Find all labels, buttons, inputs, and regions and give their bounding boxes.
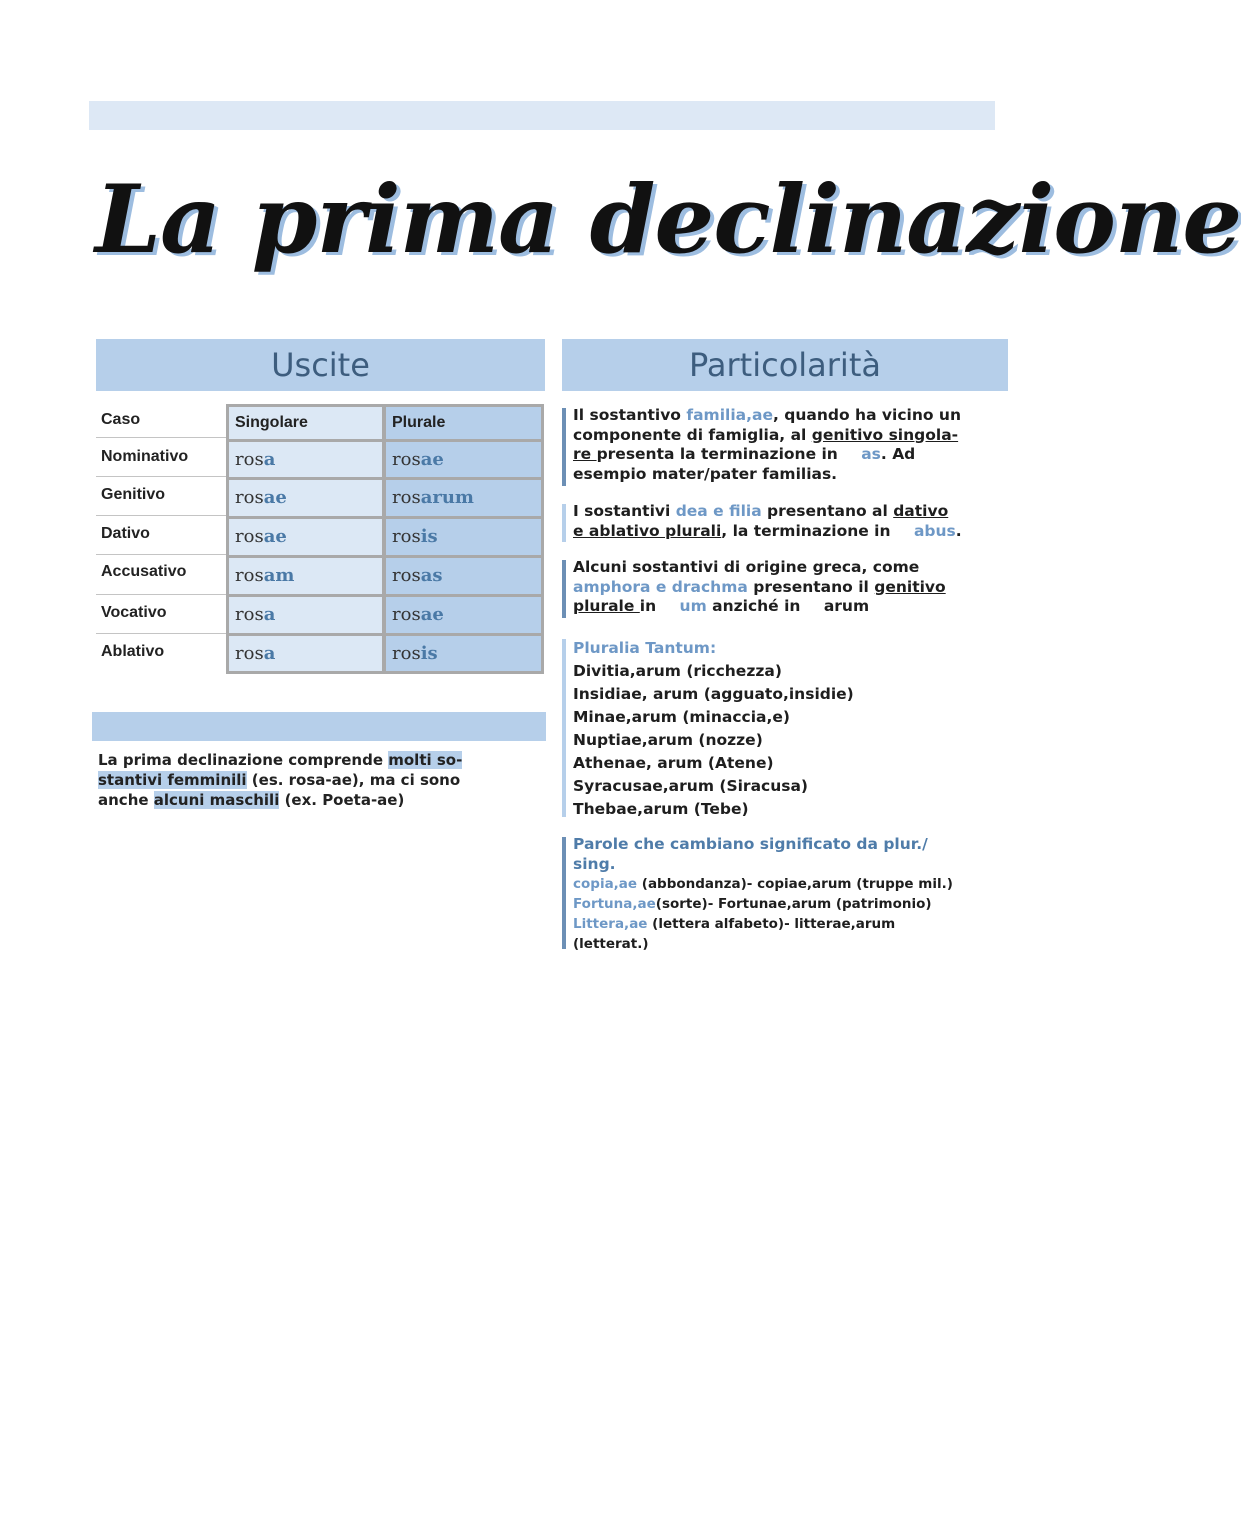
underlined: re [573,445,597,463]
text: esempio mater/pater familias. [573,464,838,483]
underlined: dativo [893,502,949,520]
stem: ros [392,565,421,586]
sing-cell [229,597,382,633]
note-text: (es. rosa-ae), ma ci sono [246,771,461,789]
plur-cell [386,519,541,555]
case-label: Accusativo [101,563,187,580]
row-divider [96,476,226,477]
stem: ros [235,449,264,470]
endings-table [226,404,544,674]
particolarita-header [562,339,1008,391]
col-singolare-header: Singolare [229,407,382,439]
plur-cell [386,597,541,633]
list-heading: sing. [573,854,616,873]
ending: is [420,526,438,547]
text: Il sostantivo [573,406,687,424]
uscite-header [96,339,545,391]
sing-cell [229,636,382,671]
text: , quando ha vicino un [772,406,961,424]
note-bar [562,408,566,486]
case-label: Ablativo [101,643,165,660]
stem: ros [392,526,421,547]
row-divider [96,437,226,438]
note-bar [562,639,566,817]
ending: a [263,643,276,664]
text: Alcuni sostantivi di origine greca, come [573,558,920,576]
intro-note [98,750,518,810]
underlined: e ablativo plurali [573,521,722,540]
row-divider [96,515,226,516]
sing-cell [229,519,382,555]
keyword: um [679,597,707,615]
list-item: Minae,arum (minaccia,e) [573,708,790,726]
stem: ros [235,526,264,547]
ending: ae [420,449,444,470]
row-divider [96,594,226,595]
list-item: Syracusae,arum (Siracusa) [573,777,809,795]
case-label: Vocativo [101,604,167,621]
plur-cell [386,558,541,594]
list-item: Divitia,arum (ricchezza) [573,662,782,680]
text: (sorte)- Fortunae,arum (patrimonio) [655,896,932,912]
note-dea-filia [562,502,1012,541]
stem: ros [392,487,421,508]
ending: ae [420,604,444,625]
list-item: Nuptiae,arum (nozze) [573,731,763,749]
text: (letterat.) [573,936,649,952]
note-bar [562,504,566,542]
list-heading: Pluralia Tantum: [573,639,717,657]
ending: am [263,565,295,586]
top-banner [89,101,995,130]
col-plurale-header: Plurale [386,407,541,439]
stem: ros [392,643,421,664]
keyword: abus [913,521,956,540]
underlined: plurale [573,597,640,615]
ending: a [263,604,276,625]
plur-cell [386,636,541,671]
note-bar [562,837,566,949]
uscite-header-label: Uscite [271,346,370,384]
ending: is [420,643,438,664]
row-divider [96,554,226,555]
note-familia [562,406,1012,484]
text: . Ad [880,445,916,463]
note-text: (ex. Poeta-ae) [279,791,405,809]
underlined: genitivo [874,577,946,596]
case-label: Dativo [101,525,150,542]
keyword: dea e filia [675,502,762,520]
keyword: Littera,ae [573,916,648,932]
sing-cell [229,480,382,516]
list-item: Thebae,arum (Tebe) [573,800,749,818]
ending: a [263,449,276,470]
text: in [639,597,662,615]
note-greek [562,558,1012,617]
particolarita-header-label: Particolarità [689,346,881,384]
text: . [955,521,962,540]
stem: ros [392,604,421,625]
note-highlight: molti so- [388,751,463,769]
text: (abbondanza)- copiae,arum (truppe mil.) [637,876,953,892]
text: anziché in [706,597,806,615]
stem: ros [235,487,264,508]
text: presentano il [747,577,875,596]
list-heading: Parole che cambiano significato da plur./ [573,835,928,853]
underlined: genitivo singola- [811,425,959,444]
text: I sostantivi [573,502,676,520]
stem: ros [235,643,264,664]
section-bar [92,712,546,741]
note-highlight: alcuni maschili [153,791,280,809]
keyword: as [861,445,881,463]
keyword: familia,ae [686,406,773,424]
stem: ros [235,604,264,625]
note-bar [562,560,566,618]
sing-cell [229,558,382,594]
note-text: anche [98,791,154,809]
stem: ros [392,449,421,470]
case-label: Nominativo [101,448,189,465]
ending: ae [263,526,287,547]
note-pluralia-tantum [562,637,1012,821]
note-meaning-change [562,835,1012,954]
col-caso-header: Caso [101,411,141,428]
plur-cell [386,442,541,477]
text: componente di famiglia, al [573,425,812,444]
text: , la terminazione in [721,521,896,540]
row-divider [96,633,226,634]
keyword: amphora e drachma [573,577,748,596]
list-item: Insidiae, arum (agguato,insidie) [573,685,854,703]
note-highlight: stantivi femminili [98,771,247,789]
text: arum [823,597,870,615]
text: (lettera alfabeto)- litterae,arum [647,916,896,932]
text: presentano al [761,502,894,520]
page-title: La prima declinazione [95,165,1241,275]
note-text: La prima declinazione comprende [98,751,389,769]
keyword: copia,ae [573,876,638,892]
stem: ros [235,565,264,586]
list-item: Athenae, arum (Atene) [573,754,774,772]
sing-cell [229,442,382,477]
plur-cell [386,480,541,516]
text: presenta la terminazione in [596,445,844,463]
keyword: Fortuna,ae [573,896,656,912]
case-label: Genitivo [101,486,166,503]
ending: as [420,565,443,586]
ending: arum [420,487,474,508]
ending: ae [263,487,287,508]
